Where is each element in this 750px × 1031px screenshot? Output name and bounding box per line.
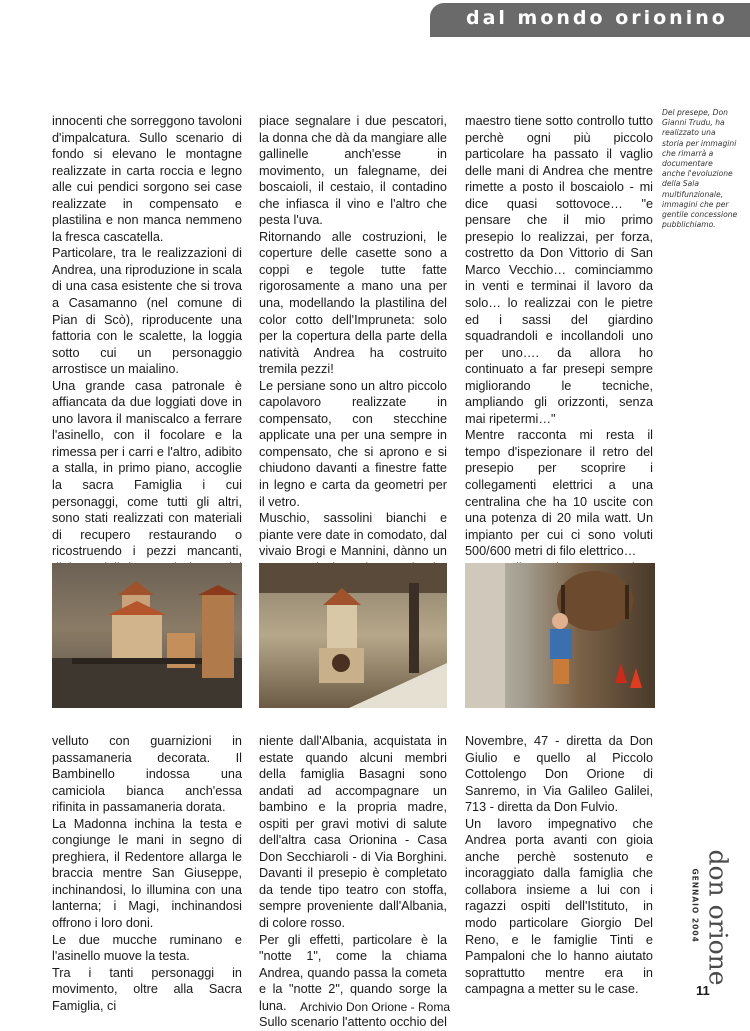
paragraph: Muschio, sassolini bianchi e piante vere date in comodato, dal vivaio Brogi e Mannini, dànno un bbox=[259, 511, 447, 559]
column-1-bottom bbox=[52, 733, 242, 1014]
magazine-vertical-logo bbox=[690, 849, 734, 986]
paragraph: Un lavoro impegnativo che Andrea porta avanti con gioia anche perchè sostenuto e incoraggiato dalla famiglia che collabora insieme a lui con i ragazzi ospiti dell'Istituto, in modo particolare Giorgio Del Reno, e le famiglie Tinti e Pampaloni che lo hanno aiutato soprattutto mentre era in campagna a metter su le case. bbox=[465, 816, 653, 997]
paragraph: velluto con guarnizioni in passamaneria decorata. Il Bambinello indossa una camiciola bianca anch'essa rifinita in passamaneria dorata. bbox=[52, 734, 242, 815]
section-title: dal mondo orionino bbox=[466, 7, 728, 29]
nativity-figure-photo bbox=[465, 563, 655, 708]
paragraph: Novembre, 47 - diretta da Don Giulio e quello al Piccolo Cottolengo Don Orione di Sanremo, in Via Galileo Galilei, 713 - diretta da Don Fulvio. bbox=[465, 734, 653, 815]
column-2-bottom bbox=[259, 733, 447, 1031]
page-number: 11 bbox=[696, 983, 710, 998]
photo-caption: Del presepe, Don Gianni Trudu, ha realizzato una storia per immagini che rimarrà a documentare anche l'evoluzione della Sala multifunzionale, immagini che per gentile concessione pubblichiamo. bbox=[662, 108, 738, 230]
paragraph: piace segnalare i due pescatori, la donna che dà da mangiare alle gallinelle anch'esse in movimento, un falegname, dei boscaioli, il cestaio, il contadino che infiasca il vino e l'altro che pesta l'uva. bbox=[259, 114, 447, 228]
paragraph: innocenti che sorreggono tavoloni d'impalcatura. Sullo scenario di fondo si elevano le montagne realizzate in carta roccia e legno alle cui pendici sorgono sei case realizzate in compensato e plastilina e non manca nemmeno la fresca cascatella. bbox=[52, 114, 242, 244]
paragraph: maestro tiene sotto controllo tutto perchè ogni più piccolo particolare ha passato il vaglio delle mani di Andrea che mentre rimette a posto il boscaiolo - mi dice quasi sottovoce… "e pensare che il mio primo presepio lo realizzai, per forza, costretto da Don Vittorio di San Marco Vecchio… cominciammo in venti e terminai il lavoro da solo… lo realizzai con le pietre ed i sassi del giardino squadrandoli e incollandoli uno per uno…. da allora ho continuato a far presepi sempre migliorando le tecniche, ampliando gli orizzonti, senza mai ripetermi…" bbox=[465, 114, 653, 426]
column-1-top bbox=[52, 113, 242, 609]
paragraph: Tra i tanti personaggi in movimento, oltre alla Sacra Famiglia, ci bbox=[52, 965, 242, 1013]
paragraph: niente dall'Albania, acquistata in estate quando alcuni membri della famiglia Basagni sono andati ad accompagnare un bambino e la propria madre, ospiti per gravi motivi di salute dell'altra casa Orionina - Casa Don Secchiaroli - di Via Borghini. Davanti il presepio è completato da tende tipo teatro con stoffa, sempre proveniente dall'Albania, di colore rosso. bbox=[259, 734, 447, 931]
nativity-houses-photo bbox=[52, 563, 242, 708]
paragraph: Le persiane sono un altro piccolo capolavoro realizzate in compensato, con stecchine applicate una per una sempre in compensato, che si aprono e si chiudono davanti a finestre fatte in legno e carta da geometri per il vetro. bbox=[259, 378, 447, 509]
paragraph: La Madonna inchina la testa e congiunge le mani in segno di preghiera, il Redentore allarga le braccia mentre San Giuseppe, inchinandosi, lo illumina con una lanterna; i Magi, inchinandosi offrono i loro doni. bbox=[52, 816, 242, 931]
paragraph: Ritornando alle costruzioni, le coperture delle casette sono a coppi e tegole tutte fatte rigorosamente a mano una per una, modellando la plastilina del color cotto dell'Impruneta: solo per la copertura della parte della natività Andrea ha costruito tremila pezzi! bbox=[259, 229, 447, 377]
paragraph: Le due mucche ruminano e l'asinello muove la testa. bbox=[52, 932, 242, 964]
nativity-tower-photo bbox=[259, 563, 447, 708]
section-header-tab bbox=[430, 3, 750, 37]
paragraph: Per gli effetti, particolare è la "notte 1", come la chiama Andrea, quando passa la cometa e la "notte 2", quando sorge la luna. bbox=[259, 932, 447, 1013]
paragraph: Una grande casa patronale è affiancata da due loggiati dove in uno lavora il maniscalco a ferrare l'asinello, con il focolare e la rimessa per i carri e l'altro, adibito a stalla, in primo piano, accoglie la sacra Famiglia i cui personaggi, come tutti gli altri, sono stati realizzati con materiali di recupero restaurando o ricostruendo i pezzi mancanti, bbox=[52, 378, 242, 559]
paragraph: Sullo scenario l'attento occhio del bbox=[259, 1015, 447, 1030]
magazine-issue: GENNAIO 2004 bbox=[690, 868, 700, 943]
paragraph: Particolare, tra le realizzazioni di Andrea, una riproduzione in scala di una casa esistente che si trova a Casamanno (nel comune di Pian di Scò), riproducente una fattoria con le scalette, la loggia sotto cui un personaggio arrostisce un maialino. bbox=[52, 246, 242, 377]
paragraph: Mentre racconta mi resta il tempo d'ispezionare il retro del presepio per scoprire i collegamenti elettrici a una centralina che ha 10 uscite con una potenza di 20 mila watt. Un impianto per cui ci sono voluti 500/600 metri di filo elettrico… bbox=[465, 428, 653, 559]
archive-footer: Archivio Don Orione - Roma bbox=[299, 1000, 451, 1014]
column-3-bottom bbox=[465, 733, 653, 998]
magazine-brand: don orione bbox=[703, 849, 733, 986]
